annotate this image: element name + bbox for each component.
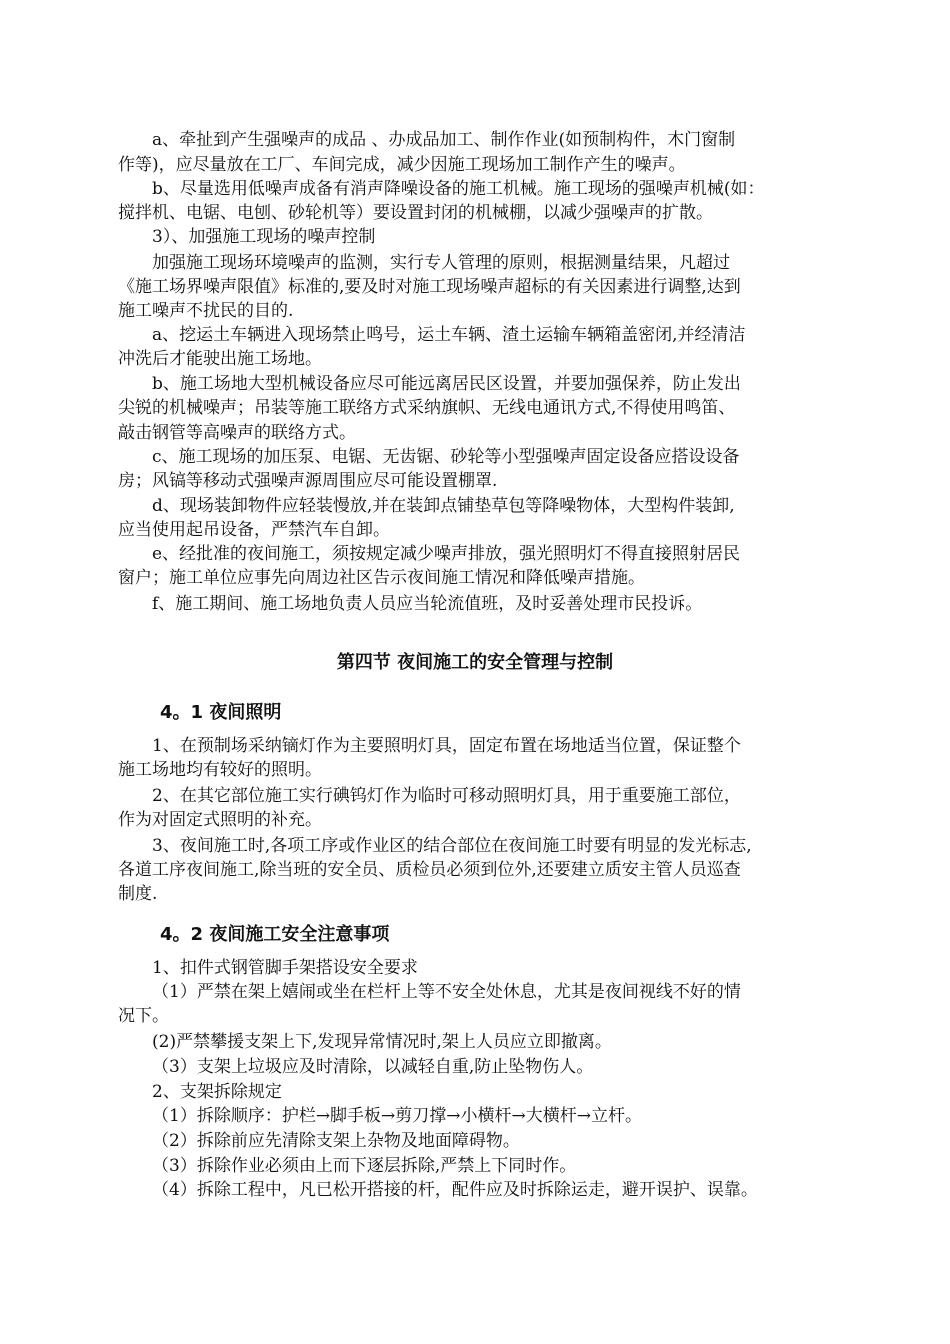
paragraph-line: a、挖运土车辆进入现场禁止鸣号，运土车辆、渣土运输车辆箱盖密闭,并经清洁 xyxy=(152,325,746,345)
paragraph-line: 各道工序夜间施工,除当班的安全员、质检员必须到位外,还要建立质安主管人员巡查 xyxy=(118,860,741,880)
paragraph-line: 况下。 xyxy=(118,1006,169,1026)
paragraph-line: 房；风镐等移动式强噪声源周围应尽可能设置棚罩. xyxy=(118,471,498,491)
subsection-heading: 4。2 夜间施工安全注意事项 xyxy=(160,924,390,945)
paragraph-line: 2、在其它部位施工实行碘钨灯作为临时可移动照明灯具，用于重要施工部位， xyxy=(152,786,741,806)
paragraph-line: 搅拌机、电锯、电刨、砂轮机等）要设置封闭的机械棚，以减少强噪声的扩散。 xyxy=(118,203,713,223)
paragraph-line: （3）拆除作业必须由上而下逐层拆除,严禁上下同时作。 xyxy=(152,1156,577,1176)
paragraph-line: f、施工期间、施工场地负责人员应当轮流值班，及时妥善处理市民投诉。 xyxy=(152,594,703,614)
paragraph-line: 2、支架拆除规定 xyxy=(152,1082,282,1102)
paragraph-line: b、尽量选用低噪声成备有消声降噪设备的施工机械。施工现场的强噪声机械(如： xyxy=(152,179,765,199)
paragraph-line: 敲击钢管等高噪声的联络方式。 xyxy=(118,423,356,443)
section-heading: 第四节 夜间施工的安全管理与控制 xyxy=(336,652,614,673)
paragraph-line: (2)严禁攀援支架上下,发现异常情况时,架上人员应立即撤离。 xyxy=(152,1032,612,1052)
paragraph-line: 1、在预制场采纳镝灯作为主要照明灯具，固定布置在场地适当位置，保证整个 xyxy=(152,736,741,756)
paragraph-line: 作等)，应尽量放在工厂、车间完成，减少因施工现场加工制作产生的噪声。 xyxy=(118,155,686,175)
paragraph-line: 尖锐的机械噪声；吊装等施工联络方式采纳旗帜、无线电通讯方式,不得使用鸣笛、 xyxy=(118,398,736,418)
paragraph-line: 作为对固定式照明的补充。 xyxy=(118,810,322,830)
paragraph-line: 制度. xyxy=(118,884,158,904)
paragraph-line: 应当使用起吊设备，严禁汽车自卸。 xyxy=(118,520,390,540)
paragraph-line: （3）支架上垃圾应及时清除，以减轻自重,防止坠物伤人。 xyxy=(152,1057,594,1077)
paragraph-line: 窗户；施工单位应事先向周边社区告示夜间施工情况和降低噪声措施。 xyxy=(118,568,645,588)
paragraph-line: 1、扣件式钢管脚手架搭设安全要求 xyxy=(152,958,418,978)
paragraph-line: （1）拆除顺序：护栏→脚手板→剪刀撑→小横杆→大横杆→立杆。 xyxy=(152,1106,643,1126)
subsection-heading: 4。1 夜间照明 xyxy=(160,702,282,723)
paragraph-line: （4）拆除工程中，凡已松开搭接的杆，配件应及时拆除运走，避开误护、误靠。 xyxy=(152,1180,758,1200)
paragraph-line: d、现场装卸物件应轻装慢放,并在装卸点铺垫草包等降噪物体，大型构件装卸, xyxy=(152,496,735,516)
paragraph-line: 施工场地均有较好的照明。 xyxy=(118,760,322,780)
paragraph-line: a、牵扯到产生强噪声的成品 、办成品加工、制作作业(如预制构件，木门窗制 xyxy=(152,130,736,150)
paragraph-line: （2）拆除前应先清除支架上杂物及地面障碍物。 xyxy=(152,1131,520,1151)
paragraph-line: 加强施工现场环境噪声的监测，实行专人管理的原则，根据测量结果，凡超过 xyxy=(152,253,730,273)
paragraph-line: 冲洗后才能驶出施工场地。 xyxy=(118,349,322,369)
paragraph-line: 3、夜间施工时,各项工序或作业区的结合部位在夜间施工时要有明显的发光标志, xyxy=(152,836,752,856)
paragraph-line: （1）严禁在架上嬉闹或坐在栏杆上等不安全处休息，尤其是夜间视线不好的情 xyxy=(152,982,741,1002)
paragraph-line: c、施工现场的加压泵、电锯、无齿锯、砂轮等小型强噪声固定设备应搭设设备 xyxy=(152,447,740,467)
paragraph-line: b、施工场地大型机械设备应尽可能远离居民区设置，并要加强保养，防止发出 xyxy=(152,374,741,394)
paragraph-line: e、经批准的夜间施工，须按规定减少噪声排放，强光照明灯不得直接照射居民 xyxy=(152,544,741,564)
paragraph-line: 3）、加强施工现场的噪声控制 xyxy=(152,227,376,247)
paragraph-line: 《施工场界噪声限值》标准的,要及时对施工现场噪声超标的有关因素进行调整,达到 xyxy=(118,277,741,297)
paragraph-line: 施工噪声不扰民的目的. xyxy=(118,301,294,321)
